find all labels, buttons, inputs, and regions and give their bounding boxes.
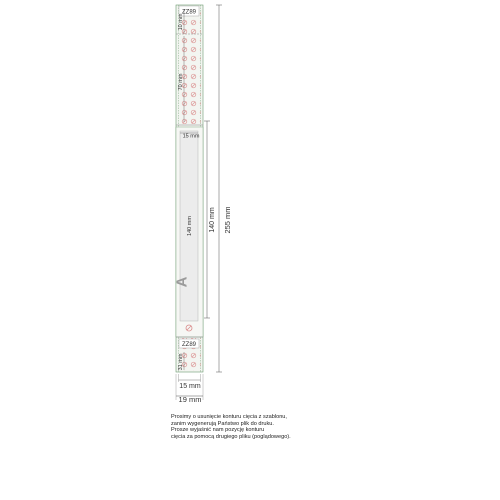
note-line: cięcia za pomocą drugiego pliku (poglądowego). (171, 433, 291, 440)
total-length-dimension: 255 mm (223, 206, 232, 234)
bottom-section-dimension: 31 mm (178, 353, 184, 371)
letter-a-mark: A (173, 276, 191, 288)
bottom-code: ZZ89 (181, 342, 197, 348)
note-line: Prosze wyjaśnić nam pozycję konturu (171, 427, 265, 434)
bottom-width-inner-dimension: 15 mm (179, 383, 201, 390)
note-line: Prosimy o usunięcie konturu cięcia z szablonu, (171, 414, 287, 420)
note-line: zanim wygenerują Państwo plik do druku. (171, 420, 274, 427)
top-section-dimension: 70 mm (178, 73, 184, 91)
bottom-width-inner-dimension-line (179, 374, 201, 382)
top-band-dimension: 10 mm (178, 13, 184, 31)
print-instructions-note (171, 414, 371, 440)
window-length-dimension: 140 mm (187, 216, 193, 236)
bottom-width-outer-dimension: 19 mm (178, 395, 202, 404)
inner-width-dimension: 15 mm (182, 133, 200, 140)
top-code: ZZ89 (181, 9, 197, 16)
window-length-outer-dimension: 140 mm (209, 207, 216, 233)
total-length-dimension-line (216, 5, 222, 372)
